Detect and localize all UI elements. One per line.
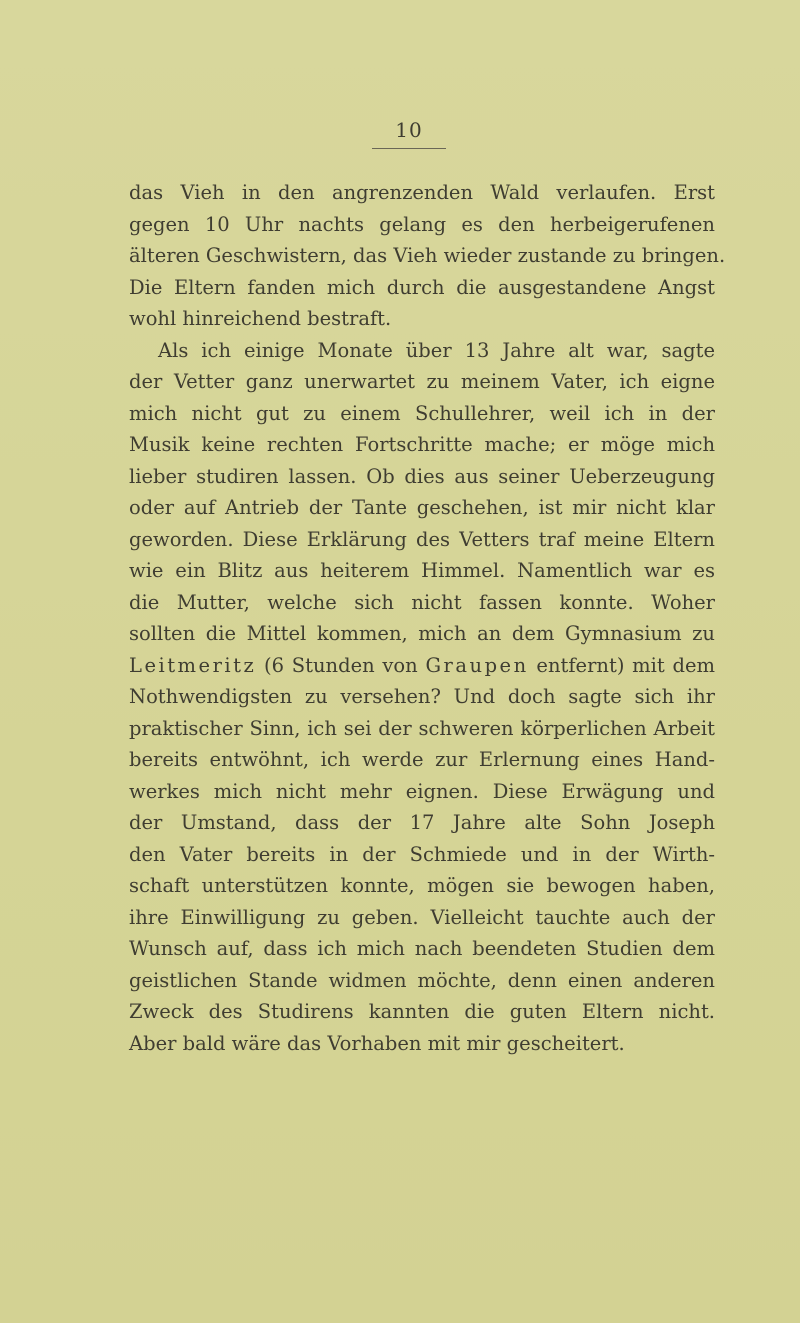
text-line: praktischer Sinn, ich sei der schweren körperlichen Arbeit — [129, 716, 715, 740]
text-line: gegen 10 Uhr nachts gelang es den herbeigerufenen — [129, 212, 715, 236]
text-line: wie ein Blitz aus heiterem Himmel. Namentlich war es — [129, 559, 715, 582]
text-line-spaced — [129, 650, 715, 682]
text-line: der Vetter ganz unerwartet zu meinem Vater, ich eigne — [129, 370, 715, 393]
text-line: oder auf Antrieb der Tante geschehen, ist mir nicht klar — [129, 496, 715, 519]
text-line: Aber bald wäre das Vorhaben mit mir gescheitert. — [129, 1031, 625, 1055]
text-line: mich nicht gut zu einem Schullehrer, weil ich in der — [129, 401, 715, 425]
place-name-graupen: Graupen — [425, 653, 529, 677]
text-line: geworden. Diese Erklärung des Vetters traf meine Eltern — [129, 527, 715, 551]
text-line: ihre Einwilligung zu geben. Vielleicht tauchte auch der — [129, 905, 715, 929]
text-line: bereits entwöhnt, ich werde zur Erlernung eines Hand- — [129, 748, 715, 771]
text-line: den Vater bereits in der Schmiede und in der Wirth- — [129, 842, 715, 866]
text-line: Die Eltern fanden mich durch die ausgestandene Angst — [129, 275, 715, 299]
line-fragment: (6 Stunden von — [264, 653, 418, 677]
text-line: sollten die Mittel kommen, mich an dem Gymnasium zu — [129, 622, 715, 645]
text-line: älteren Geschwistern, das Vieh wieder zustande zu bringen. — [129, 244, 726, 267]
text-line: werkes mich nicht mehr eignen. Diese Erwägung und — [129, 779, 715, 803]
place-name-leitmeritz: Leitmeritz — [129, 653, 257, 677]
text-line: der Umstand, dass der 17 Jahre alte Sohn Joseph — [129, 811, 715, 834]
text-line: das Vieh in den angrenzenden Wald verlaufen. Erst — [129, 181, 715, 204]
body-text — [129, 177, 726, 1059]
line-fragment: entfernt) mit dem — [536, 653, 715, 677]
text-line: wohl hinreichend bestraft. — [129, 307, 392, 330]
text-line: Als ich einige Monate über 13 Jahre alt war, sagte — [158, 338, 715, 362]
text-line: die Mutter, welche sich nicht fassen konnte. Woher — [129, 590, 715, 614]
text-line: Wunsch auf, dass ich mich nach beendeten Studien dem — [129, 937, 715, 960]
text-line: geistlichen Stande widmen möchte, denn einen anderen — [129, 968, 715, 992]
text-line: schaft unterstützen konnte, mögen sie bewogen haben, — [129, 874, 715, 897]
page-number: 10 — [372, 118, 446, 149]
text-line: lieber studiren lassen. Ob dies aus seiner Ueberzeugung — [129, 464, 715, 488]
text-line: Nothwendigsten zu versehen? Und doch sagte sich ihr — [129, 685, 715, 708]
text-line: Musik keine rechten Fortschritte mache; er möge mich — [129, 433, 715, 456]
text-line: Zweck des Studirens kannten die guten Eltern nicht. — [129, 1000, 715, 1023]
